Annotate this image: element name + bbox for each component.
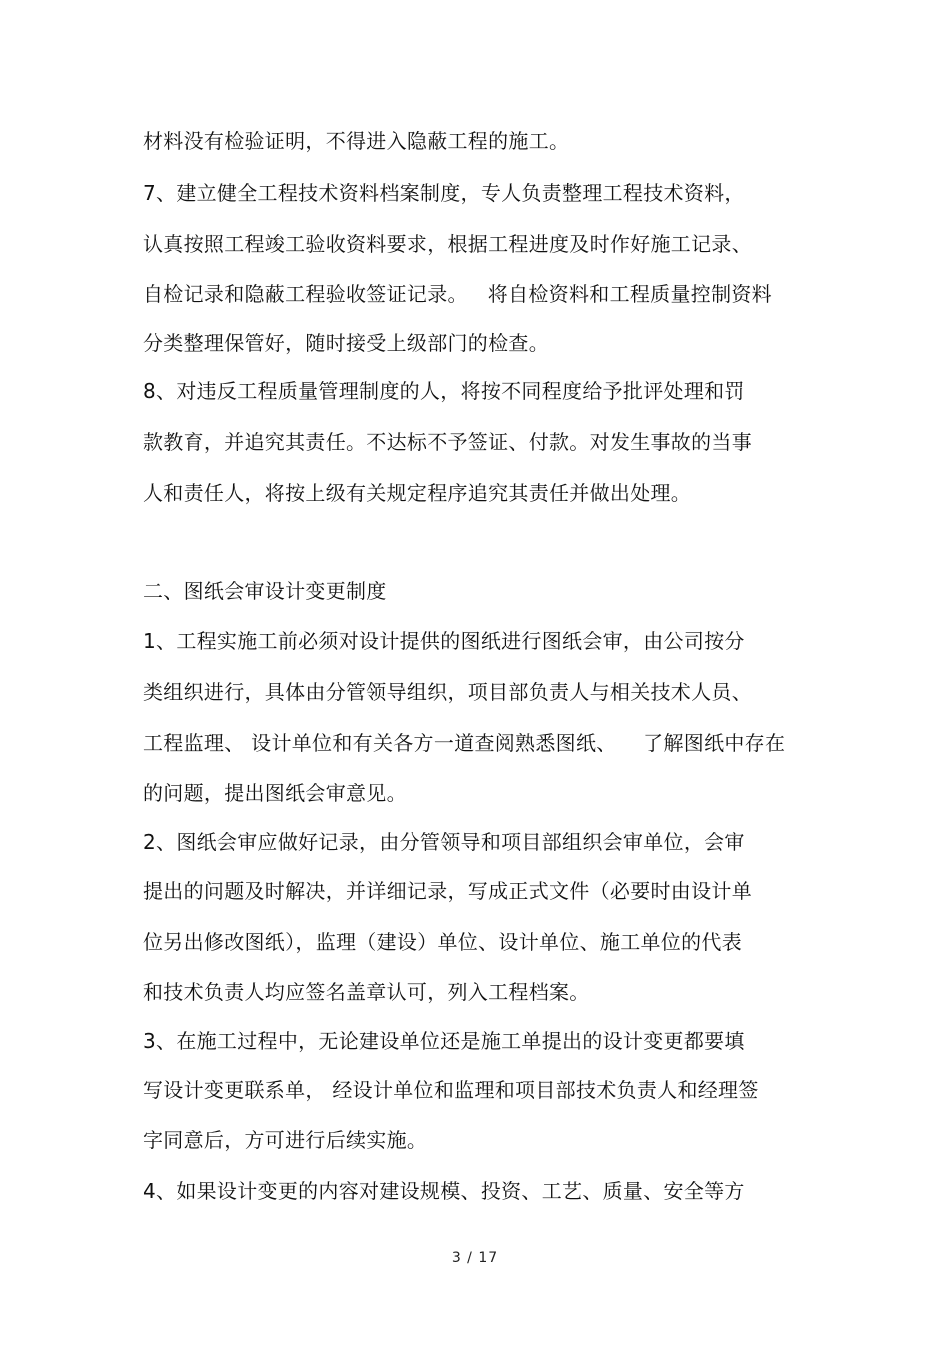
- text-line: 位另出修改图纸），监理（建设）单位、设计单位、施工单位的代表: [143, 930, 742, 954]
- text-line: 认真按照工程竣工验收资料要求，根据工程进度及时作好施工记录、: [143, 232, 752, 256]
- text-line: 分类整理保管好，随时接受上级部门的检查。: [143, 331, 549, 355]
- text-line: 4、如果设计变更的内容对建设规模、投资、工艺、质量、安全等方: [143, 1179, 745, 1203]
- text-line: 的问题，提出图纸会审意见。: [143, 781, 407, 805]
- text-line: 3、在施工过程中，无论建设单位还是施工单提出的设计变更都要填: [143, 1029, 745, 1053]
- text-line: 款教育，并追究其责任。不达标不予签证、付款。对发生事故的当事: [143, 430, 752, 454]
- text-line: 2、图纸会审应做好记录，由分管领导和项目部组织会审单位，会审: [143, 830, 745, 854]
- text-line: 材料没有检验证明，不得进入隐蔽工程的施工。: [143, 129, 570, 153]
- text-line: 人和责任人，将按上级有关规定程序追究其责任并做出处理。: [143, 481, 692, 505]
- text-line: 字同意后，方可进行后续实施。: [143, 1128, 428, 1152]
- text-line: 写设计变更联系单， 经设计单位和监理和项目部技术负责人和经理签: [143, 1078, 759, 1102]
- text-line: 工程监理、 设计单位和有关各方一道查阅熟悉图纸、 了解图纸中存在: [143, 731, 786, 755]
- text-line: 和技术负责人均应签名盖章认可，列入工程档案。: [143, 980, 590, 1004]
- section-heading: 二、图纸会审设计变更制度: [143, 579, 387, 603]
- text-line: 提出的问题及时解决，并详细记录，写成正式文件（必要时由设计单: [143, 879, 752, 903]
- text-line: 类组织进行，具体由分管领导组织，项目部负责人与相关技术人员、: [143, 680, 752, 704]
- text-line: 自检记录和隐蔽工程验收签证记录。 将自检资料和工程质量控制资料: [143, 282, 772, 306]
- text-line: 1、工程实施工前必须对设计提供的图纸进行图纸会审，由公司按分: [143, 629, 745, 653]
- page-number: 3 / 17: [451, 1250, 499, 1266]
- text-line: 7、建立健全工程技术资料档案制度，专人负责整理工程技术资料，: [143, 181, 745, 205]
- text-line: 8、对违反工程质量管理制度的人，将按不同程度给予批评处理和罚: [143, 379, 745, 403]
